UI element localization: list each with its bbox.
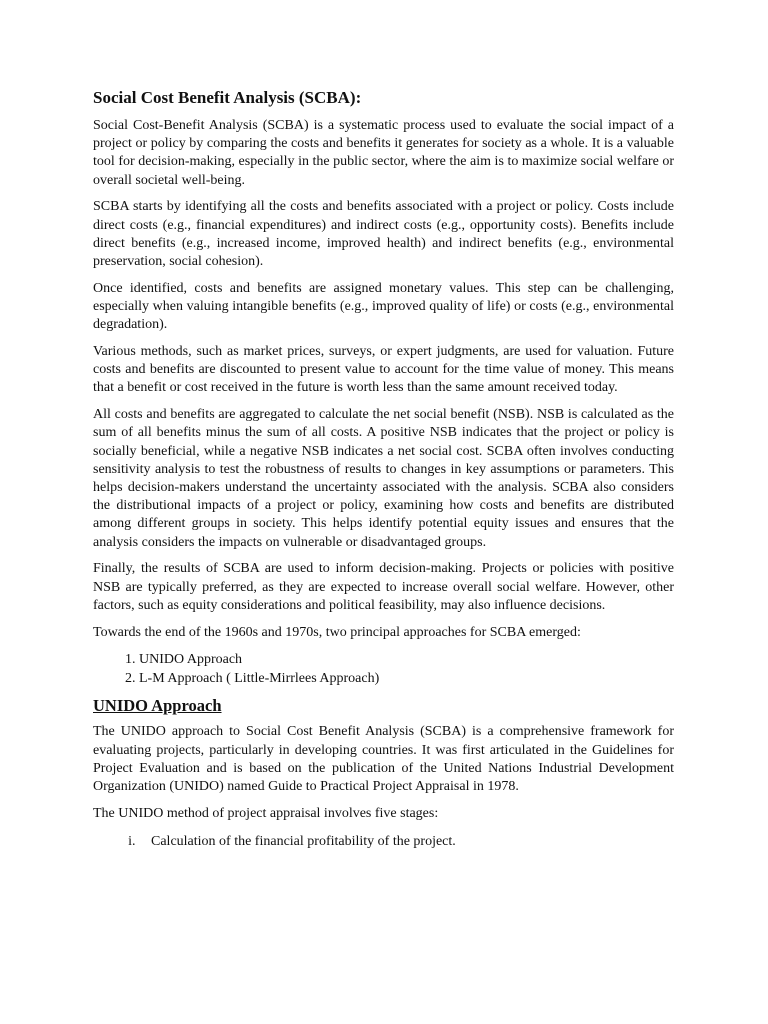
document-title: Social Cost Benefit Analysis (SCBA): — [93, 88, 362, 107]
paragraph-intro: Social Cost-Benefit Analysis (SCBA) is a systematic process used to evaluate the social impact of a project or policy by comparing the costs and benefits it generates for society as a whole. It is a valuable tool for decision-making, especially in the public sector, where the aim is to maximize social welfare or overall societal well-being. — [93, 118, 674, 188]
stages-list — [93, 832, 674, 851]
list-item: i. Calculation of the financial profitability of the project. — [139, 832, 674, 851]
list-item: 2. L-M Approach ( Little-Mirrlees Approach) — [139, 669, 674, 688]
document-page — [93, 87, 674, 851]
list-item: 1. UNIDO Approach — [139, 650, 674, 669]
paragraph-decision-making: Finally, the results of SCBA are used to inform decision-making. Projects or policies with positive NSB are typically preferred, as they are expected to increase overall social welfare. However, other factors, such as equity considerations and political feasibility, may also influence decisions. — [93, 561, 674, 613]
paragraph-monetary-values: Once identified, costs and benefits are assigned monetary values. This step can be challenging, especially when valuing intangible benefits (e.g., improved quality of life) or costs (e.g., environmental degradation). — [93, 280, 674, 333]
paragraph-unido-intro: The UNIDO approach to Social Cost Benefit Analysis (SCBA) is a comprehensive framework for evaluating projects, particularly in developing countries. It was first articulated in the Guidelines for Project Evaluation and is based on the publication of the United Nations Industrial Development Organization (UNIDO) named Guide to Practical Project Appraisal in 1978. — [93, 724, 674, 795]
approaches-list — [93, 650, 674, 688]
paragraph-approaches-intro: Towards the end of the 1960s and 1970s, two principal approaches for SCBA emerged: — [93, 624, 581, 640]
paragraph-unido-stages: The UNIDO method of project appraisal involves five stages: — [93, 805, 439, 821]
section-heading-unido: UNIDO Approach — [93, 696, 222, 716]
paragraph-valuation-methods: Various methods, such as market prices, surveys, or expert judgments, are used for valuation. Future costs and benefits are discounted to present value to account for the time value of money. This means that a benefit or cost received in the future is worth less than the same amount received today. — [93, 344, 674, 396]
paragraph-identify-costs: SCBA starts by identifying all the costs and benefits associated with a project or policy. Costs include direct costs (e.g., financial expenditures) and indirect costs (e.g., opportunity costs). Benefits include direct benefits (e.g., increased income, improved health) and indirect benefits (e.g., environmental preservation, social cohesion). — [93, 199, 674, 270]
paragraph-net-social-benefit: All costs and benefits are aggregated to calculate the net social benefit (NSB). NSB is calculated as the sum of all benefits minus the sum of all costs. A positive NSB indicates that the project or policy is socially beneficial, while a negative NSB indicates a net social cost. SCBA often involves conducting sensitivity analysis to test the robustness of results to changes in key assumptions or parameters. This helps decision-makers understand the uncertainty associated with the analysis. SCBA also considers the distributional impacts of a project or policy, examining how costs and benefits are distributed among different groups in society. This helps identify potential equity issues and ensures that the analysis considers the impacts on vulnerable or disadvantaged groups. — [93, 407, 674, 550]
